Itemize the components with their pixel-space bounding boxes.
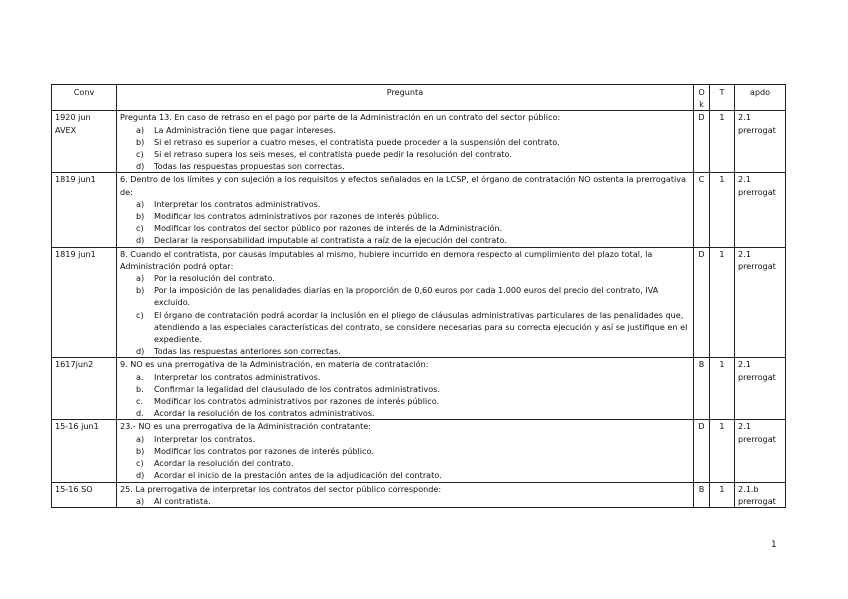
answer-option — [120, 124, 690, 136]
cell-apdo: 2.1 prerrogat — [735, 358, 786, 420]
option-text: Modificar los contratos por razones de interés público. — [154, 445, 374, 456]
option-text: Al contratista. — [154, 495, 211, 506]
cell-pregunta — [117, 247, 694, 358]
cell-pregunta — [117, 111, 694, 173]
header-apdo: apdo — [735, 85, 786, 111]
cell-t: 1 — [710, 111, 735, 173]
option-marker: d. — [136, 408, 144, 419]
cell-ok: D — [694, 420, 710, 482]
cell-conv: 1617jun2 — [52, 358, 117, 420]
option-text: Acordar la resolución de los contratos administrativos. — [154, 408, 375, 419]
answer-option — [120, 383, 690, 395]
answer-option — [120, 148, 690, 160]
answer-options — [120, 495, 690, 507]
answer-option — [120, 272, 690, 284]
option-marker: c. — [136, 396, 144, 407]
option-text: Si el retraso es superior a cuatro meses, el contratista puede proceder a la suspensión del contrato. — [154, 136, 560, 147]
cell-apdo: 2.1 prerrogat — [735, 111, 786, 173]
cell-pregunta — [117, 420, 694, 482]
option-text: Interpretar los contratos administrativos. — [154, 198, 321, 209]
answer-options — [120, 198, 690, 247]
table-row — [52, 482, 786, 507]
cell-ok: D — [694, 111, 710, 173]
cell-conv: 1819 jun1 — [52, 173, 117, 247]
option-marker: a) — [136, 495, 145, 506]
answer-options — [120, 124, 690, 173]
cell-t: 1 — [710, 420, 735, 482]
cell-t: 1 — [710, 482, 735, 507]
option-marker: c) — [136, 149, 144, 160]
cell-ok: C — [694, 173, 710, 247]
option-text: Todas las respuestas propuestas son correctas. — [154, 161, 345, 172]
option-marker: a) — [136, 433, 145, 444]
cell-apdo: 2.1 prerrogat — [735, 247, 786, 358]
table-row — [52, 358, 786, 420]
option-text: Por la imposición de las penalidades diarias en la proporción de 0,60 euros por cada 1.000 euros del precio del contrato, IVA excluido. — [154, 285, 659, 308]
cell-pregunta — [117, 482, 694, 507]
option-marker: c) — [136, 458, 144, 469]
option-text: Si el retraso supera los seis meses, el contratista puede pedir la resolución del contrato. — [154, 149, 512, 160]
cell-t: 1 — [710, 358, 735, 420]
option-marker: b) — [136, 136, 145, 147]
option-text: Por la resolución del contrato. — [154, 273, 275, 284]
answer-option — [120, 160, 690, 172]
question-text: 25. La prerrogativa de interpretar los contratos del sector público corresponde: — [120, 483, 442, 494]
header-conv: Conv — [52, 85, 117, 111]
page-number: 1 — [771, 540, 777, 550]
answer-option — [120, 407, 690, 419]
answer-options — [120, 371, 690, 420]
option-text: Modificar los contratos administrativos por razones de interés público. — [154, 396, 440, 407]
option-text: Confirmar la legalidad del clausulado de los contratos administrativos. — [154, 383, 440, 394]
option-marker: b. — [136, 383, 144, 394]
cell-conv: 15-16 jun1 — [52, 420, 117, 482]
cell-apdo: 2.1 prerrogat — [735, 173, 786, 247]
table-row — [52, 173, 786, 247]
option-marker: d) — [136, 470, 145, 481]
option-marker: a) — [136, 273, 145, 284]
option-marker: a. — [136, 371, 144, 382]
option-text: Interpretar los contratos. — [154, 433, 256, 444]
option-marker: b) — [136, 285, 145, 296]
answer-option — [120, 445, 690, 457]
cell-apdo: 2.1 prerrogat — [735, 420, 786, 482]
question-text: 8. Cuando el contratista, por causas imputables al mismo, hubiere incurrido en demora respecto al cumplimiento del plazo total, la Administración podrá optar: — [120, 248, 653, 271]
answer-option — [120, 222, 690, 234]
answer-options — [120, 433, 690, 482]
cell-pregunta — [117, 173, 694, 247]
answer-option — [120, 345, 690, 357]
option-marker: a) — [136, 198, 145, 209]
questions-table — [51, 84, 786, 508]
answer-option — [120, 395, 690, 407]
option-marker: b) — [136, 445, 145, 456]
answer-option — [120, 433, 690, 445]
table-row — [52, 111, 786, 173]
option-marker: d) — [136, 161, 145, 172]
option-marker: b) — [136, 211, 145, 222]
question-text: 9. NO es una prerrogativa de la Administración, en materia de contratación: — [120, 359, 429, 370]
option-marker: d) — [136, 235, 145, 246]
answer-option — [120, 234, 690, 246]
option-marker: c) — [136, 223, 144, 234]
option-text: Modificar los contratos administrativos por razones de interés público. — [154, 211, 440, 222]
option-marker: a) — [136, 124, 145, 135]
option-text: El órgano de contratación podrá acordar la inclusión en el pliego de cláusulas administrativas particulares de las penalidades que, atendiendo a las especiales características del contrato, se considere necesarias para su correcta ejecución y así se justifique en el expediente. — [154, 309, 688, 345]
option-text: Acordar el inicio de la prestación antes de la adjudicación del contrato. — [154, 470, 442, 481]
answer-option — [120, 495, 690, 507]
answer-option — [120, 371, 690, 383]
answer-option — [120, 469, 690, 481]
option-text: La Administración tiene que pagar intereses. — [154, 124, 336, 135]
option-text: Todas las respuestas anteriores son correctas. — [154, 346, 341, 357]
option-text: Declarar la responsabilidad imputable al contratista a raíz de la ejecución del contrato. — [154, 235, 507, 246]
answer-options — [120, 272, 690, 357]
cell-conv: 1819 jun1 — [52, 247, 117, 358]
answer-option — [120, 284, 690, 308]
question-text: 23.- NO es una prerrogativa de la Administración contratante: — [120, 421, 372, 432]
cell-apdo: 2.1.b prerrogat — [735, 482, 786, 507]
cell-ok: D — [694, 247, 710, 358]
header-ok: O k — [694, 85, 710, 111]
option-text: Modificar los contratos del sector público por razones de interés de la Administración. — [154, 223, 503, 234]
cell-conv: 1920 jun AVEX — [52, 111, 117, 173]
option-text: Acordar la resolución del contrato. — [154, 458, 294, 469]
cell-pregunta — [117, 358, 694, 420]
cell-conv: 15-16 SO — [52, 482, 117, 507]
table-row — [52, 420, 786, 482]
answer-option — [120, 198, 690, 210]
header-row — [52, 85, 786, 111]
option-text: Interpretar los contratos administrativos. — [154, 371, 321, 382]
answer-option — [120, 309, 690, 346]
cell-ok: B — [694, 358, 710, 420]
answer-option — [120, 210, 690, 222]
table-row — [52, 247, 786, 358]
header-t: T — [710, 85, 735, 111]
cell-ok: B — [694, 482, 710, 507]
cell-t: 1 — [710, 247, 735, 358]
answer-option — [120, 136, 690, 148]
option-marker: d) — [136, 346, 145, 357]
question-text: Pregunta 13. En caso de retraso en el pago por parte de la Administración en un contrato del sector público: — [120, 112, 561, 123]
header-pregunta: Pregunta — [117, 85, 694, 111]
option-marker: c) — [136, 309, 144, 320]
answer-option — [120, 457, 690, 469]
question-text: 6. Dentro de los límites y con sujeción a los requisitos y efectos señalados en la LCSP, el órgano de contratación NO ostenta la prerrogativa de: — [120, 174, 686, 197]
cell-t: 1 — [710, 173, 735, 247]
